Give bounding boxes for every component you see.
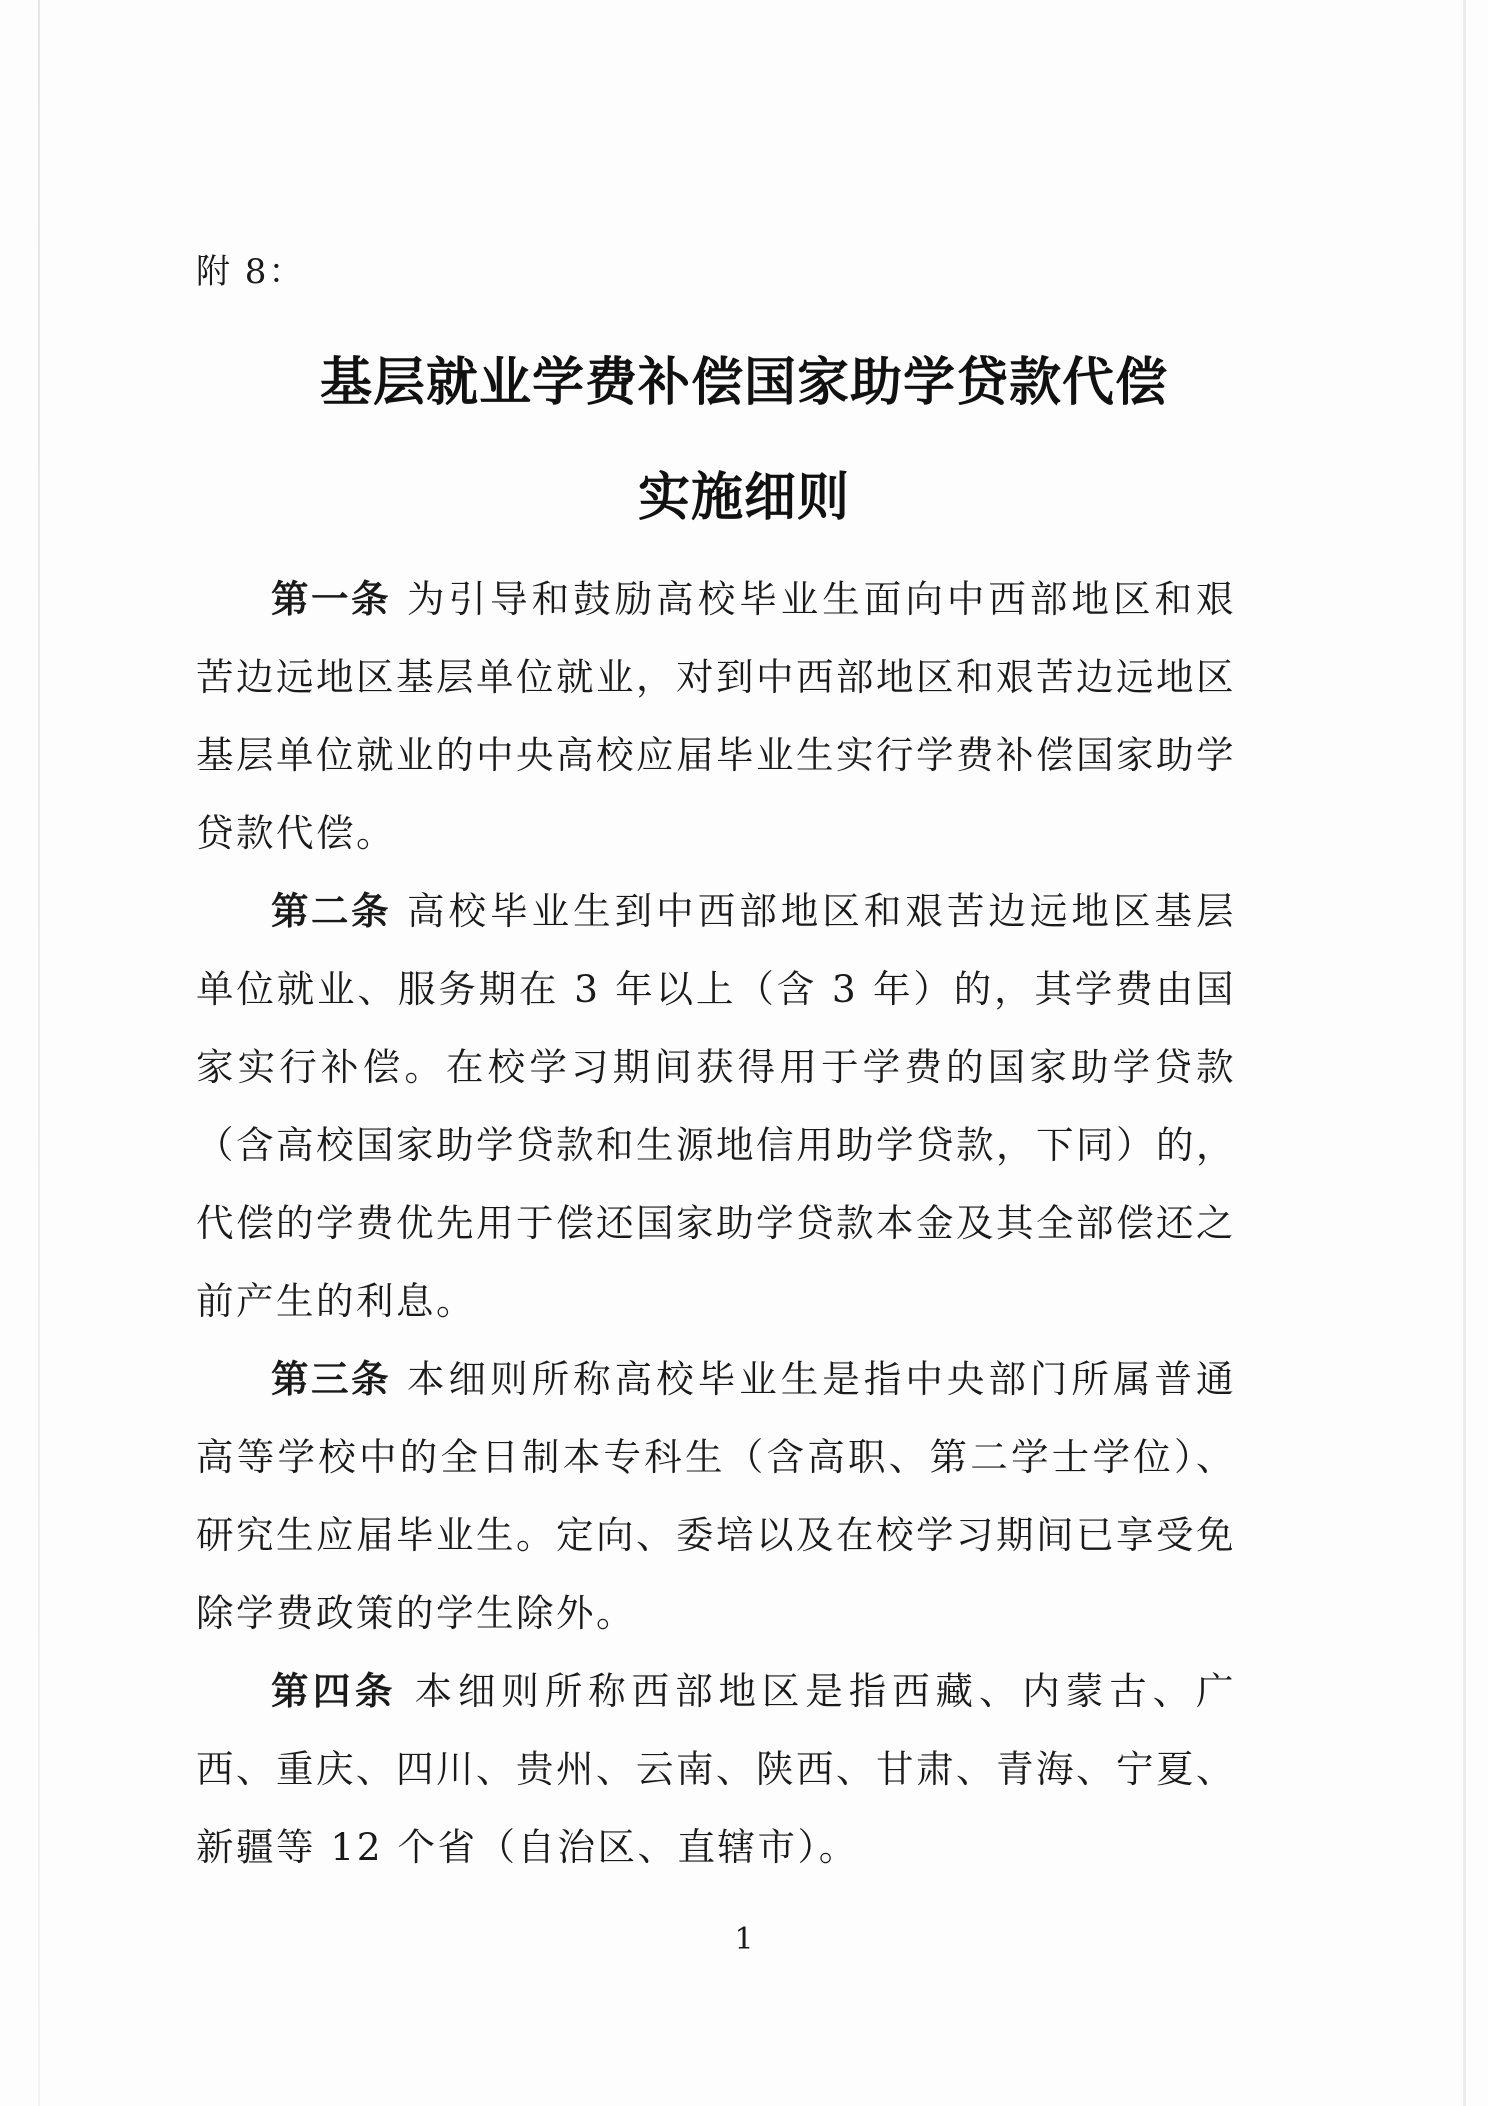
article-3 <box>196 1340 1236 1652</box>
article-3-label: 第三条 <box>271 1357 392 1401</box>
article-2-label: 第二条 <box>271 889 392 933</box>
article-1 <box>196 560 1236 872</box>
scan-edge-right <box>1463 0 1466 2106</box>
scan-edge-left <box>38 0 40 2106</box>
article-4-text: 本细则所称西部地区是指西藏、内蒙古、广西、重庆、四川、贵州、云南、陕西、甘肃、青海、宁夏、新疆等 12 个省（自治区、直辖市）。 <box>196 1669 1237 1869</box>
page-number: 1 <box>734 1922 754 1957</box>
article-4-label: 第四条 <box>271 1669 397 1713</box>
article-3-text: 本细则所称高校毕业生是指中央部门所属普通高等学校中的全日制本专科生（含高职、第二学士学位）、研究生应届毕业生。定向、委培以及在校学习期间已享受免除学费政策的学生除外。 <box>196 1357 1237 1635</box>
article-2-text: 高校毕业生到中西部地区和艰苦边远地区基层单位就业、服务期在 3 年以上（含 3 年）的，其学费由国家实行补偿。在校学习期间获得用于学费的国家助学贷款（含高校国家助学贷款和生源地信用助学贷款，下同）的，代偿的学费优先用于偿还国家助学贷款本金及其全部偿还之前产生的利息。 <box>196 889 1237 1323</box>
document-title-line-2: 实施细则 <box>637 468 850 528</box>
document-title-line-1: 基层就业学费补偿国家助学贷款代偿 <box>319 353 1168 413</box>
document-body <box>196 560 1236 1886</box>
article-1-label: 第一条 <box>271 577 392 621</box>
annex-label: 附 8： <box>196 252 305 292</box>
article-1-text: 为引导和鼓励高校毕业生面向中西部地区和艰苦边远地区基层单位就业，对到中西部地区和艰苦边远地区基层单位就业的中央高校应届毕业生实行学费补偿国家助学贷款代偿。 <box>196 577 1237 855</box>
article-2 <box>196 872 1236 1340</box>
article-4 <box>196 1652 1236 1886</box>
